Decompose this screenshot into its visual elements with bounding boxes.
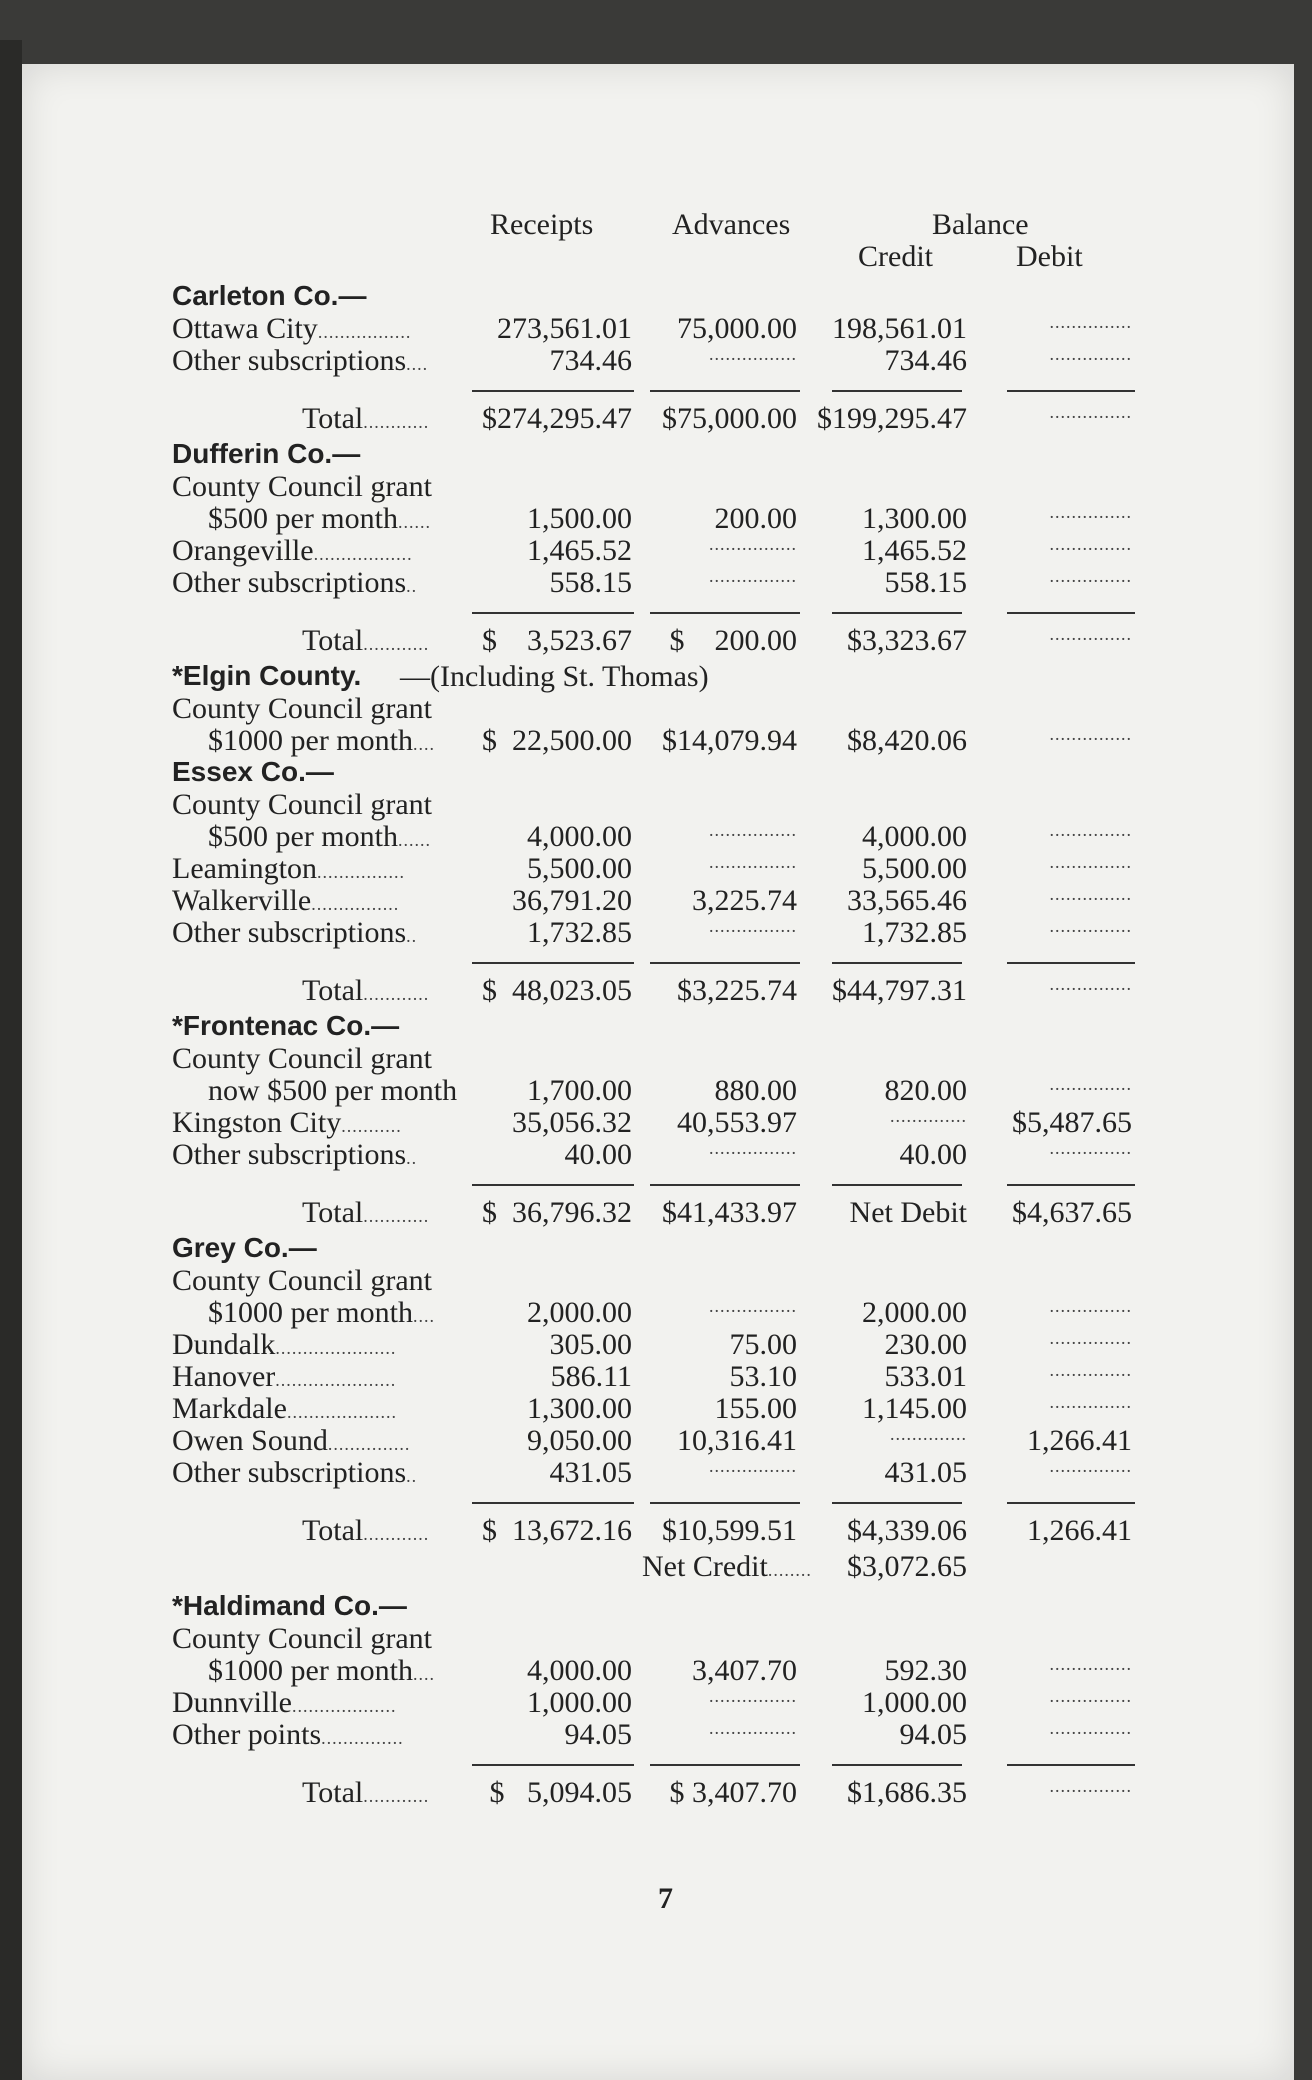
section-title: Carleton Co.— <box>172 280 367 311</box>
debit-cell: ............... <box>1049 724 1132 744</box>
section-heading <box>172 660 1172 692</box>
leader-dots: ................ <box>316 862 405 882</box>
leader-dots: ............ <box>363 1206 430 1226</box>
receipts-cell: 558.15 <box>549 566 632 599</box>
credit-cell: 1,732.85 <box>862 916 967 949</box>
total-rule <box>832 1502 962 1504</box>
row-label: County Council grant <box>172 1622 432 1655</box>
receipts-cell: 2,000.00 <box>527 1296 632 1329</box>
debit-cell: ............... <box>1049 974 1132 994</box>
leader-dots: ............... <box>327 1434 411 1454</box>
section-heading <box>172 1232 1172 1264</box>
credit-cell: 558.15 <box>884 566 967 599</box>
table-row <box>172 1456 1172 1488</box>
credit-cell: $1,686.35 <box>847 1776 967 1809</box>
row-label: Other subscriptions <box>172 566 407 599</box>
receipts-cell: 586.11 <box>550 1360 632 1393</box>
credit-cell: $3,323.67 <box>847 624 967 657</box>
net-credit-row <box>172 1550 1172 1582</box>
receipts-cell: 1,732.85 <box>527 916 632 949</box>
advances-cell: $ 200.00 <box>669 624 797 657</box>
row-label-group <box>302 1514 429 1548</box>
total-row <box>172 974 1172 1006</box>
total-rule <box>832 1764 962 1766</box>
debit-cell: ............... <box>1049 344 1132 364</box>
row-label-group <box>172 344 428 378</box>
debit-cell: $4,637.65 <box>1012 1196 1132 1229</box>
advances-cell: 155.00 <box>714 1392 797 1425</box>
advances-cell: ................ <box>709 1686 797 1706</box>
row-label: Total <box>302 1196 364 1229</box>
total-row <box>172 402 1172 434</box>
text-line <box>172 692 1172 724</box>
leader-dots: .. <box>406 1148 418 1168</box>
section-heading <box>172 756 1172 788</box>
total-rule <box>1007 612 1135 614</box>
receipts-cell: 35,056.32 <box>512 1106 632 1139</box>
leader-dots: ............... <box>321 1728 404 1748</box>
receipts-cell: $ 36,796.32 <box>482 1196 632 1229</box>
row-label-group <box>172 1424 410 1458</box>
table-row <box>172 1686 1172 1718</box>
total-rule <box>472 1502 634 1504</box>
debit-cell: ............... <box>1049 1654 1132 1674</box>
credit-cell: 820.00 <box>884 1074 967 1107</box>
credit-cell: 40.00 <box>899 1138 967 1171</box>
row-label: County Council grant <box>172 788 432 821</box>
row-label-group <box>302 402 429 436</box>
advances-cell: ................ <box>709 534 797 554</box>
leader-dots: .................. <box>313 544 413 564</box>
table-row <box>172 724 1172 756</box>
section-heading <box>172 1590 1172 1622</box>
total-rule <box>650 612 800 614</box>
table-row <box>172 312 1172 344</box>
credit-cell: 1,300.00 <box>862 502 967 535</box>
receipts-cell: 431.05 <box>549 1456 632 1489</box>
total-rule <box>650 1502 800 1504</box>
row-label-group <box>208 1074 457 1108</box>
total-rule <box>1007 962 1135 964</box>
row-label: Other subscriptions <box>172 344 407 377</box>
advances-cell: 75.00 <box>729 1328 797 1361</box>
book-binding-edge <box>0 40 22 2080</box>
table-row <box>172 1718 1172 1750</box>
table-row <box>172 1328 1172 1360</box>
row-label: Ottawa City <box>172 312 318 345</box>
row-label-group <box>208 820 431 854</box>
advances-cell: $75,000.00 <box>662 402 797 435</box>
receipts-cell: 1,700.00 <box>527 1074 632 1107</box>
debit-cell: ............... <box>1049 1360 1132 1380</box>
advances-cell: ................ <box>709 566 797 586</box>
advances-cell: ................ <box>709 1296 797 1316</box>
advances-cell: ................ <box>709 1718 797 1738</box>
section-heading <box>172 438 1172 470</box>
row-label: Total <box>302 402 364 435</box>
leader-dots: .... <box>406 354 429 374</box>
table-row <box>172 1360 1172 1392</box>
table-row <box>172 1424 1172 1456</box>
table-row <box>172 344 1172 376</box>
row-label-group <box>172 566 417 600</box>
text-line <box>172 1622 1172 1654</box>
receipts-cell: 734.46 <box>549 344 632 377</box>
leader-dots: ............ <box>363 412 430 432</box>
advances-cell: $10,599.51 <box>662 1514 797 1547</box>
advances-cell: ................ <box>709 1138 797 1158</box>
row-label-group <box>172 852 405 886</box>
total-rule <box>472 1184 634 1186</box>
receipts-cell: 1,000.00 <box>527 1686 632 1719</box>
row-label-group <box>172 1718 404 1752</box>
text-line <box>172 1264 1172 1296</box>
row-label-group <box>302 974 429 1008</box>
debit-cell: ............... <box>1049 1296 1132 1316</box>
receipts-cell: 5,500.00 <box>527 852 632 885</box>
table-row <box>172 566 1172 598</box>
row-label-group <box>172 1360 396 1394</box>
debit-cell: ............... <box>1049 1392 1132 1412</box>
debit-cell: ............... <box>1049 624 1132 644</box>
advances-cell: 3,225.74 <box>692 884 797 917</box>
total-rule <box>650 390 800 392</box>
credit-cell: 33,565.46 <box>847 884 967 917</box>
credit-cell: 1,145.00 <box>862 1392 967 1425</box>
total-row <box>172 624 1172 656</box>
credit-cell: 230.00 <box>884 1328 967 1361</box>
row-label-group <box>172 1686 397 1720</box>
row-label: Other subscriptions <box>172 916 407 949</box>
row-label-group <box>172 884 399 918</box>
receipts-cell: 1,465.52 <box>527 534 632 567</box>
credit-cell: 734.46 <box>884 344 967 377</box>
row-label-group <box>302 624 429 658</box>
row-label-group <box>208 724 435 758</box>
column-header-balance: Balance <box>932 208 1029 241</box>
credit-cell: 2,000.00 <box>862 1296 967 1329</box>
text-line <box>172 788 1172 820</box>
row-label-group <box>302 1776 429 1810</box>
leader-dots: .. <box>406 576 418 596</box>
receipts-cell: 273,561.01 <box>497 312 632 345</box>
advances-cell: 880.00 <box>714 1074 797 1107</box>
debit-cell: ............... <box>1049 1686 1132 1706</box>
credit-cell: 1,465.52 <box>862 534 967 567</box>
debit-cell: ............... <box>1049 566 1132 586</box>
credit-cell: .............. <box>890 1106 967 1126</box>
receipts-cell: $ 48,023.05 <box>482 974 632 1007</box>
credit-cell: 198,561.01 <box>832 312 967 345</box>
debit-cell: ............... <box>1049 1074 1132 1094</box>
receipts-cell: $ 13,672.16 <box>482 1514 632 1547</box>
leader-dots: .. <box>406 926 418 946</box>
leader-dots: ...................... <box>275 1338 397 1358</box>
row-label: Dundalk <box>172 1328 276 1361</box>
receipts-cell: $ 22,500.00 <box>482 724 632 757</box>
debit-cell: $5,487.65 <box>1012 1106 1132 1139</box>
debit-cell: ............... <box>1049 534 1132 554</box>
row-label: Total <box>302 624 364 657</box>
advances-cell: ................ <box>709 916 797 936</box>
receipts-cell: $274,295.47 <box>482 402 632 435</box>
debit-cell: ............... <box>1049 1138 1132 1158</box>
advances-cell: 3,407.70 <box>692 1654 797 1687</box>
net-credit-label-group <box>642 1550 812 1584</box>
debit-cell: ............... <box>1049 884 1132 904</box>
credit-cell: .............. <box>890 1424 967 1444</box>
receipts-cell: 9,050.00 <box>527 1424 632 1457</box>
leader-dots: ............ <box>363 984 430 1004</box>
leader-dots: ........... <box>341 1116 402 1136</box>
row-label: Total <box>302 974 364 1007</box>
credit-cell: 592.30 <box>884 1654 967 1687</box>
row-label: Kingston City <box>172 1106 342 1139</box>
leader-dots: .... <box>412 1306 435 1326</box>
leader-dots: ................ <box>311 894 400 914</box>
table-row <box>172 1654 1172 1686</box>
row-label-group <box>172 1138 417 1172</box>
row-label: $1000 per month <box>208 1654 413 1687</box>
advances-cell: 200.00 <box>714 502 797 535</box>
advances-cell: 40,553.97 <box>677 1106 797 1139</box>
advances-cell: $14,079.94 <box>662 724 797 757</box>
column-header-receipts: Receipts <box>490 208 594 241</box>
advances-cell: 53.10 <box>729 1360 797 1393</box>
row-label-group <box>172 1328 396 1362</box>
leader-dots: .... <box>412 734 435 754</box>
total-rule <box>1007 390 1135 392</box>
receipts-cell: 40.00 <box>564 1138 632 1171</box>
total-rule <box>650 1184 800 1186</box>
column-header-advances: Advances <box>672 208 791 241</box>
advances-cell: $3,225.74 <box>677 974 797 1007</box>
table-row <box>172 852 1172 884</box>
section-note: —(Including St. Thomas) <box>400 660 709 693</box>
leader-dots: .................... <box>286 1402 397 1422</box>
page-number: 7 <box>658 1882 673 1915</box>
table-row <box>172 534 1172 566</box>
row-label: County Council grant <box>172 1264 432 1297</box>
debit-cell: ............... <box>1049 1718 1132 1738</box>
text-line <box>172 470 1172 502</box>
total-rule <box>832 612 962 614</box>
total-rule <box>472 390 634 392</box>
column-header-credit: Credit <box>858 240 933 273</box>
advances-cell: ................ <box>709 820 797 840</box>
debit-cell: ............... <box>1049 1456 1132 1476</box>
row-label: Owen Sound <box>172 1424 328 1457</box>
leader-dots: ...... <box>397 830 431 850</box>
total-rule <box>1007 1502 1135 1504</box>
total-rule <box>650 1764 800 1766</box>
debit-cell: 1,266.41 <box>1027 1514 1132 1547</box>
advances-cell: $41,433.97 <box>662 1196 797 1229</box>
credit-cell: 533.01 <box>884 1360 967 1393</box>
section-title: *Elgin County. <box>172 660 362 691</box>
receipts-cell: $ 5,094.05 <box>489 1776 632 1809</box>
credit-cell: $199,295.47 <box>817 402 967 435</box>
receipts-cell: 305.00 <box>549 1328 632 1361</box>
row-label-group <box>172 1106 402 1140</box>
row-label: Other subscriptions <box>172 1138 407 1171</box>
total-rule <box>832 1184 962 1186</box>
table-row <box>172 884 1172 916</box>
receipts-cell: 1,300.00 <box>527 1392 632 1425</box>
debit-cell: ............... <box>1049 820 1132 840</box>
row-label-group <box>172 1392 397 1426</box>
row-label: Total <box>302 1776 364 1809</box>
advances-cell: ................ <box>709 344 797 364</box>
total-rule <box>832 390 962 392</box>
advances-cell: 75,000.00 <box>677 312 797 345</box>
row-label-group <box>208 502 431 536</box>
column-header-debit: Debit <box>1016 240 1083 273</box>
section-heading <box>172 280 1172 312</box>
leader-dots: ............ <box>363 1786 430 1806</box>
credit-cell: 431.05 <box>884 1456 967 1489</box>
leader-dots: ............ <box>363 634 430 654</box>
total-row <box>172 1196 1172 1228</box>
debit-cell: ............... <box>1049 1328 1132 1348</box>
receipts-cell: 1,500.00 <box>527 502 632 535</box>
total-row <box>172 1776 1172 1808</box>
table-row <box>172 1074 1172 1106</box>
leader-dots: ................... <box>292 1696 397 1716</box>
section-title: *Frontenac Co.— <box>172 1010 400 1041</box>
debit-cell: ............... <box>1049 852 1132 872</box>
row-label: Orangeville <box>172 534 314 567</box>
advances-cell: 10,316.41 <box>677 1424 797 1457</box>
row-label-group <box>172 916 417 950</box>
debit-cell: ............... <box>1049 1776 1132 1796</box>
table-row <box>172 502 1172 534</box>
receipts-cell: 4,000.00 <box>527 1654 632 1687</box>
row-label: Markdale <box>172 1392 287 1425</box>
total-rule <box>650 962 800 964</box>
table-row <box>172 1392 1172 1424</box>
total-rule <box>1007 1764 1135 1766</box>
row-label: Dunnville <box>172 1686 292 1719</box>
table-row <box>172 1296 1172 1328</box>
row-label: $500 per month <box>208 502 398 535</box>
total-rule <box>1007 1184 1135 1186</box>
row-label: County Council grant <box>172 692 432 725</box>
row-label-group <box>302 1196 429 1230</box>
row-label: Total <box>302 1514 364 1547</box>
table-row <box>172 916 1172 948</box>
total-rule <box>472 612 634 614</box>
leader-dots: .... <box>412 1664 435 1684</box>
debit-cell: ............... <box>1049 402 1132 422</box>
advances-cell: ................ <box>709 1456 797 1476</box>
net-credit-label: Net Credit <box>642 1550 768 1583</box>
debit-cell: ............... <box>1049 502 1132 522</box>
credit-cell: 4,000.00 <box>862 820 967 853</box>
credit-cell: $44,797.31 <box>832 974 967 1007</box>
debit-cell: ............... <box>1049 916 1132 936</box>
credit-cell: Net Debit <box>849 1196 967 1229</box>
row-label-group <box>208 1654 435 1688</box>
credit-cell: 5,500.00 <box>862 852 967 885</box>
row-label: Walkerville <box>172 884 312 917</box>
total-rule <box>472 1764 634 1766</box>
credit-cell: $4,339.06 <box>847 1514 967 1547</box>
receipts-cell: 36,791.20 <box>512 884 632 917</box>
row-label: $1000 per month <box>208 724 413 757</box>
section-title: Grey Co.— <box>172 1232 317 1263</box>
table-row <box>172 1106 1172 1138</box>
receipts-cell: 4,000.00 <box>527 820 632 853</box>
total-row <box>172 1514 1172 1546</box>
row-label-group <box>172 534 413 568</box>
row-label: County Council grant <box>172 470 432 503</box>
table-row <box>172 1138 1172 1170</box>
section-title: Dufferin Co.— <box>172 438 361 469</box>
credit-cell: $8,420.06 <box>847 724 967 757</box>
credit-cell: 94.05 <box>899 1718 967 1751</box>
row-label: now $500 per month <box>208 1074 458 1107</box>
row-label-group <box>172 312 411 346</box>
credit-cell: 1,000.00 <box>862 1686 967 1719</box>
leader-dots: ........ <box>767 1560 812 1580</box>
row-label: Other subscriptions <box>172 1456 407 1489</box>
row-label-group <box>208 1296 435 1330</box>
section-title: *Haldimand Co.— <box>172 1590 407 1621</box>
row-label-group <box>172 1456 417 1490</box>
advances-cell: ................ <box>709 852 797 872</box>
row-label: Leamington <box>172 852 317 885</box>
section-heading <box>172 1010 1172 1042</box>
section-title: Essex Co.— <box>172 756 334 787</box>
receipts-cell: 94.05 <box>564 1718 632 1751</box>
leader-dots: ...................... <box>275 1370 397 1390</box>
leader-dots: ............ <box>363 1524 430 1544</box>
row-label: $1000 per month <box>208 1296 413 1329</box>
text-line <box>172 1042 1172 1074</box>
advances-cell: $ 3,407.70 <box>669 1776 797 1809</box>
total-rule <box>472 962 634 964</box>
leader-dots: ................. <box>317 322 412 342</box>
row-label: County Council grant <box>172 1042 432 1075</box>
leader-dots: .. <box>406 1466 418 1486</box>
row-label: Other points <box>172 1718 322 1751</box>
row-label: $500 per month <box>208 820 398 853</box>
debit-cell: ............... <box>1049 312 1132 332</box>
row-label: Hanover <box>172 1360 276 1393</box>
total-rule <box>832 962 962 964</box>
net-credit-value: $3,072.65 <box>847 1550 967 1583</box>
receipts-cell: $ 3,523.67 <box>482 624 632 657</box>
table-row <box>172 820 1172 852</box>
debit-cell: 1,266.41 <box>1027 1424 1132 1457</box>
leader-dots: ...... <box>397 512 431 532</box>
